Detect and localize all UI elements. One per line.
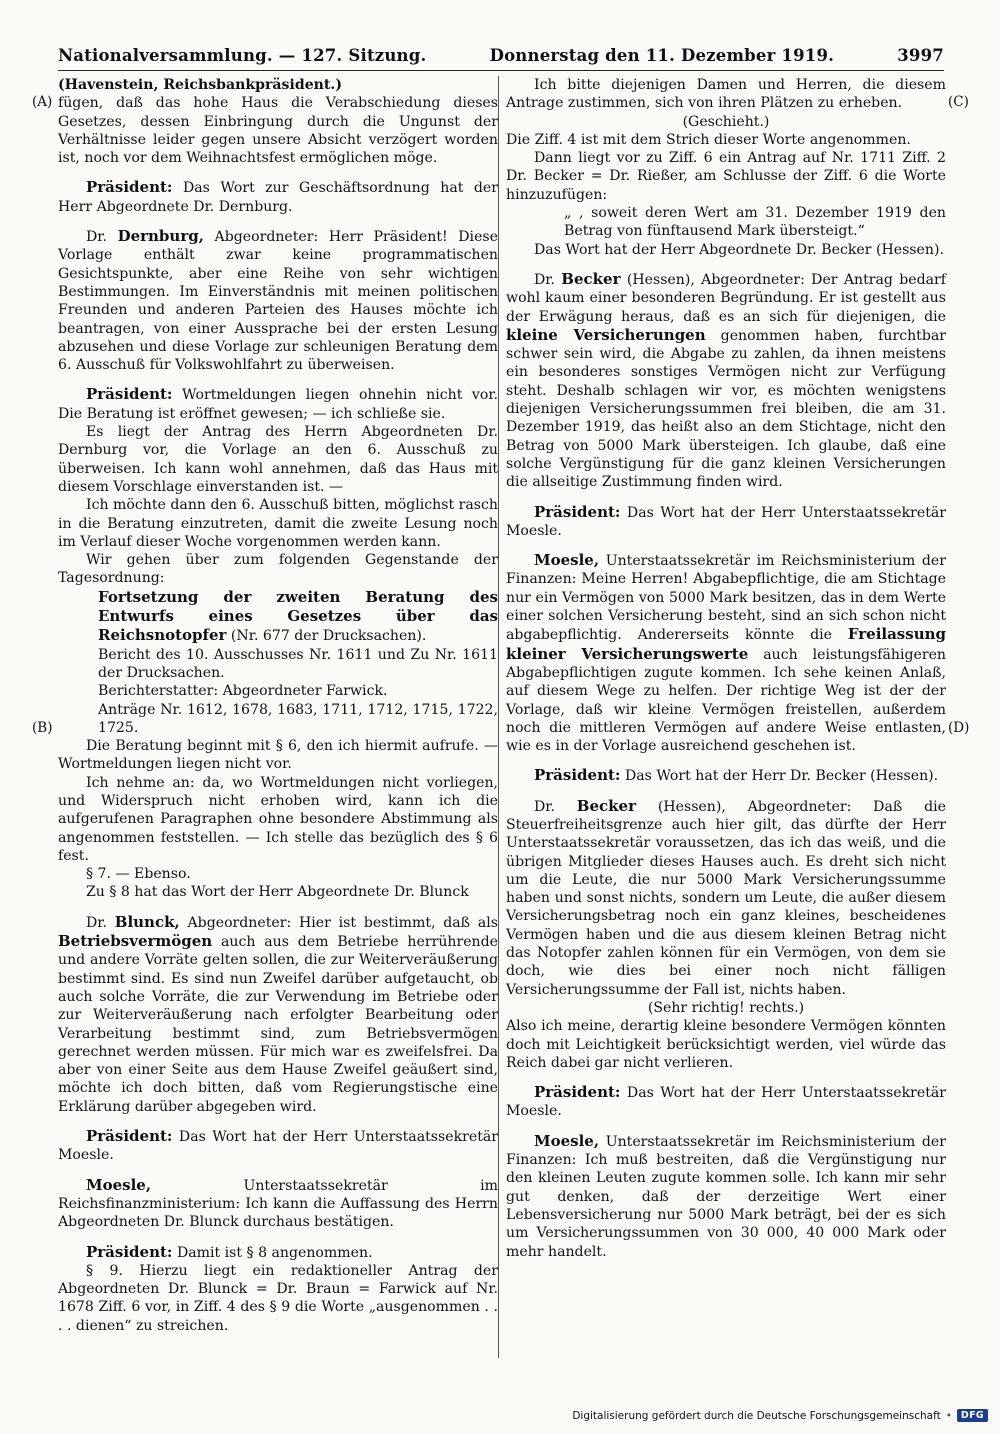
speech-text: Damit ist § 8 angenommen. xyxy=(176,1244,373,1261)
paragraph: Es liegt der Antrag des Herrn Abgeordneten Dr. Dernburg vor, die Vorlage an den 6. Ausschuß zu überweisen. Ich kann wohl annehmen, daß das Haus mit diesem Vorschlage einverstanden ist. — xyxy=(58,424,498,495)
paragraph: Die Beratung beginnt mit § 6, den ich hiermit aufrufe. — Wortmeldungen liegen nicht vor. xyxy=(58,738,498,773)
header-rule xyxy=(58,70,944,71)
speaker-title: Dr. xyxy=(86,229,107,246)
speech-paragraph xyxy=(58,1176,498,1232)
speech-text: Das Wort hat der Herr Unterstaatssekretär Moesle. xyxy=(506,1085,947,1120)
speech-paragraph xyxy=(506,1132,946,1261)
emphasized-term: Freilassung kleiner Versicherungswerte xyxy=(506,625,946,663)
margin-letter-c: (C) xyxy=(948,94,969,110)
header-date: Donnerstag den 11. Dezember 1919. xyxy=(489,46,835,65)
speech-text: Das Wort hat der Herr Unterstaatssekretär Moesle. xyxy=(58,1129,499,1164)
speaker-name: Präsident: xyxy=(534,1083,621,1102)
agenda-item xyxy=(58,588,498,646)
paragraph: Zu § 8 hat das Wort der Herr Abgeordnete Dr. Blunck xyxy=(86,884,469,901)
paragraph: Ich bitte diejenigen Damen und Herren, die diesem Antrage zustimmen, sich von ihren Plätzen zu erheben. xyxy=(506,77,946,112)
speech-paragraph xyxy=(506,551,946,755)
speaker-name: Präsident: xyxy=(86,1127,173,1146)
speech-text: auch aus dem Betriebe herrührende und andere Vorräte gelten sollen, die zur Weiterveräußerung bestimmt sind. Es sind nun Zweifel darüber aufgetaucht, ob auch solche Vorräte, die zur Verwendung im Betriebe oder zur Weiterveräußerung nach erfolgter Bearbeitung oder Verarbeitung bestimmt sind, zum Betriebsvermögen gerechnet werden müssen. Für mich war es zweifelsfrei. Da aber von einer Seite aus dem Hause Zweifel geäußert sind, möchte ich doch bitten, daß vom Regierungstische eine Erklärung darüber abgegeben wird. xyxy=(58,934,499,1115)
speech-text: Abgeordneter: Herr Präsident! Diese Vorlage enthält zwar keine programmatischen Gesichtspunkte, aber eine Reihe von sehr wichtigen Bestimmungen. Im Einverständnis mit meinen politischen Freunden und anderen Parteien des Hauses möchte ich beantragen, von einer Aussprache bei der ersten Lesung abzusehen und diese Vorlage zur schleunigen Beratung dem 6. Ausschuß für Volkswohlfahrt zu überweisen. xyxy=(58,229,498,374)
dfg-logo: DFG xyxy=(957,1409,988,1422)
speech-text: Unterstaatssekretär im Reichsministerium der Finanzen: Meine Herren! Abgabepflichtige, die am Stichtage nur ein Vermögen von 5000 Mark besitzen, das in dem Werte einer solchen Versicherung besteht, sind an sich schon nicht abgabepflichtig. Andererseits könnte die xyxy=(506,553,946,644)
speech-text: Abgeordneter: Hier ist bestimmt, daß als xyxy=(187,914,499,931)
agenda-detail: Berichterstatter: Abgeordneter Farwick. xyxy=(98,683,388,700)
header-title: Nationalversammlung. — 127. Sitzung. xyxy=(58,46,427,65)
interjection: (Sehr richtig! rechts.) xyxy=(647,999,805,1016)
speaker-name: Moesle, xyxy=(86,1175,152,1194)
separator-dot: • xyxy=(945,1409,952,1422)
speaker-name: Moesle, xyxy=(534,1131,600,1150)
speaker-title: Dr. xyxy=(86,914,107,931)
speaker-title: Dr. xyxy=(534,798,555,815)
speaker-name: Präsident: xyxy=(534,502,621,521)
paragraph: Ich nehme an: da, wo Wortmeldungen nicht vorliegen, und Widerspruch nicht erhoben wird, kann ich die aufgerufenen Paragraphen ohne besondere Abstimmung als angenommen feststellen. — Ich stelle das bezüglich des § 6 fest. xyxy=(58,774,498,864)
speech-paragraph xyxy=(506,1083,946,1121)
paragraph: Dann liegt vor zu Ziff. 6 ein Antrag auf Nr. 1711 Ziff. 2 Dr. Becker = Dr. Rießer, am Schlusse der Ziff. 6 die Worte hinzuzufügen: xyxy=(506,150,946,203)
speech-text: Das Wort hat der Herr Dr. Becker (Hessen). xyxy=(624,768,939,785)
speaker-name: Präsident: xyxy=(86,1242,173,1261)
credit-text: Digitalisierung gefördert durch die Deutsche Forschungsgemeinschaft xyxy=(572,1409,941,1422)
speaker-name: Dernburg, xyxy=(117,227,204,246)
header-page-number: 3997 xyxy=(897,46,944,65)
paragraph: fügen, daß das hohe Haus die Verabschiedung dieses Gesetzes, dessen Einbringung durch die Ungunst der Verhältnisse leider gegen unsere Absicht verzögert worden ist, noch vor dem Weihnachtsfest ermöglichen möge. xyxy=(58,95,498,167)
column-divider xyxy=(498,76,499,1358)
speaker-name: Moesle, xyxy=(534,551,600,570)
margin-letter-d: (D) xyxy=(948,720,970,736)
speech-text: Wortmeldungen liegen ohnehin nicht vor. Die Beratung ist eröffnet gewesen; — ich schließe sie. xyxy=(58,387,499,422)
page-header xyxy=(58,46,944,68)
speech-paragraph xyxy=(58,1127,498,1165)
left-column xyxy=(58,76,498,1335)
speaker-name: Präsident: xyxy=(534,766,621,785)
speech-text: genommen haben, furchtbar schwer sein wird, die Abgabe zu zahlen, da ihnen meistens ein besonderes sonstiges Vermögen nicht zur Verfügung steht. Deshalb schlagen wir vor, es möchten wenigstens diejenigen Versicherungssummen frei bleiben, die am 31. Dezember 1919, das heißt also an dem Stichtage, nicht den Betrag von 5000 Mark übersteigen. Ich glaube, daß eine solche Vergünstigung für die ganz kleinen Versicherungen die allseitige Zustimmung finden wird. xyxy=(506,327,947,491)
paragraph: Das Wort hat der Herr Abgeordnete Dr. Becker (Hessen). xyxy=(534,241,944,258)
speech-paragraph xyxy=(58,178,498,216)
agenda-title: Fortsetzung der zweiten Beratung des Entwurfs eines Gesetzes über das Reichsnotopfer xyxy=(98,587,498,645)
speech-text: auch leistungsfähigeren Abgabepflichtigen zugute kommen. Ich sehe keinen Anlaß, auf diesem Wege zu helfen. Der richtige Weg ist der der Vorlage, daß wir kleine Vermögen freistellen, außerdem noch die mittleren Vermögen auf andere Weise entlasten, wie es in der Vorlage ausreichend geschehen ist. xyxy=(506,646,947,755)
paragraph: § 7. — Ebenso. xyxy=(86,866,191,883)
speaker-name: Präsident: xyxy=(86,385,173,404)
speaker-title: Dr. xyxy=(534,271,555,288)
speech-paragraph xyxy=(506,270,946,492)
right-column xyxy=(506,76,946,1261)
emphasized-term: Betriebsvermögen xyxy=(58,932,213,951)
speaker-name: Blunck, xyxy=(114,912,180,931)
agenda-detail: Anträge Nr. 1612, 1678, 1683, 1711, 1712, 1715, 1722, 1725. xyxy=(98,701,498,736)
emphasized-term: kleine Versicherungen xyxy=(506,325,706,344)
margin-letter-b: (B) xyxy=(32,720,53,736)
speaker-name: Becker xyxy=(576,796,636,815)
speech-paragraph xyxy=(506,503,946,541)
speech-text: (Hessen), Abgeordneter: Daß die Steuerfreiheitsgrenze auch hier gilt, das dürfte der Herr Unterstaatssekretär voraussetzen, das ich das weiß, und die übrigen Mitglieder dieses Hauses auch. Es dreht sich nicht um die Leute, die nur 5000 Mark Versicherungssumme haben und sonst nichts, sondern um Leute, die außer diesem Versicherungsbetrag noch ein ganz kleines, bescheidenes Vermögen haben und die aus diesem kleinen Betrag nicht das Notopfer zahlen können für ein Vermögen, von dem sie doch, wie dies bei einer noch nicht fälligen Versicherungssumme der Fall ist, nichts haben. xyxy=(506,798,946,998)
speech-paragraph xyxy=(506,766,946,785)
speech-paragraph xyxy=(58,1243,498,1262)
speaker-name: Präsident: xyxy=(86,178,173,197)
paragraph: Wir gehen über zum folgenden Gegenstande der Tagesordnung: xyxy=(58,552,498,587)
paragraph: Die Ziff. 4 ist mit dem Strich dieser Worte angenommen. xyxy=(506,131,911,148)
agenda-ref: (Nr. 677 der Drucksachen). xyxy=(230,628,427,645)
speaker-note: (Havenstein, Reichsbankpräsident.) xyxy=(58,77,342,93)
quoted-amendment: „ , soweit deren Wert am 31. Dezember 1919 den Betrag von fünftausend Mark übersteigt.“ xyxy=(564,205,946,240)
speech-paragraph xyxy=(506,797,946,999)
agenda-detail: Bericht des 10. Ausschusses Nr. 1611 und Zu Nr. 1611 der Drucksachen. xyxy=(98,646,498,681)
paragraph: § 9. Hierzu liegt ein redaktioneller Antrag der Abgeordneten Dr. Blunck = Dr. Braun = Farwick auf Nr. 1678 Ziff. 6 vor, in Ziff. 4 des § 9 die Worte „ausgenommen . . . . dienen“ zu streichen. xyxy=(58,1262,498,1334)
speech-text: (Hessen), Abgeordneter: Der Antrag bedarf wohl kaum einer besonderen Begründung. Er ist gestellt aus der Erwägung heraus, daß es an sich für diejenigen, die xyxy=(506,271,947,325)
speech-paragraph xyxy=(58,913,498,1116)
speech-text: Unterstaatssekretär im Reichsministerium der Finanzen: Ich muß bestreiten, daß die Vergünstigung nur den kleinen Leuten zugute kommen solle. Ich kann mir sehr gut denken, daß der derzeitige Wert einer Lebensversicherung nur 5000 Mark beträgt, bei der es sich um Versicherungssummen von 30 000, 40 000 Mark oder mehr handelt. xyxy=(506,1133,946,1260)
speech-paragraph xyxy=(58,227,498,374)
digitization-credit xyxy=(572,1409,988,1422)
margin-letter-a: (A) xyxy=(32,94,53,110)
interjection: (Geschieht.) xyxy=(682,113,770,130)
speech-text: Das Wort hat der Herr Unterstaatssekretär Moesle. xyxy=(506,504,947,539)
paragraph: Ich möchte dann den 6. Ausschuß bitten, möglichst rasch in die Beratung einzutreten, damit die zweite Lesung noch im Verlauf dieser Woche vorgenommen werden kann. xyxy=(58,497,498,550)
paragraph: Also ich meine, derartig kleine besondere Vermögen könnten doch mit Leichtigkeit berücksichtigt werden, viel würde das Reich dabei gar nicht verlieren. xyxy=(506,1018,946,1071)
speech-text: Unterstaatssekretär im Reichsfinanzministerium: Ich kann die Auffassung des Herrn Abgeordneten Dr. Blunck durchaus bestätigen. xyxy=(58,1177,498,1231)
speaker-name: Becker xyxy=(561,269,621,288)
speech-paragraph xyxy=(58,385,498,423)
speech-text: Das Wort zur Geschäftsordnung hat der Herr Abgeordnete Dr. Dernburg. xyxy=(58,180,498,215)
